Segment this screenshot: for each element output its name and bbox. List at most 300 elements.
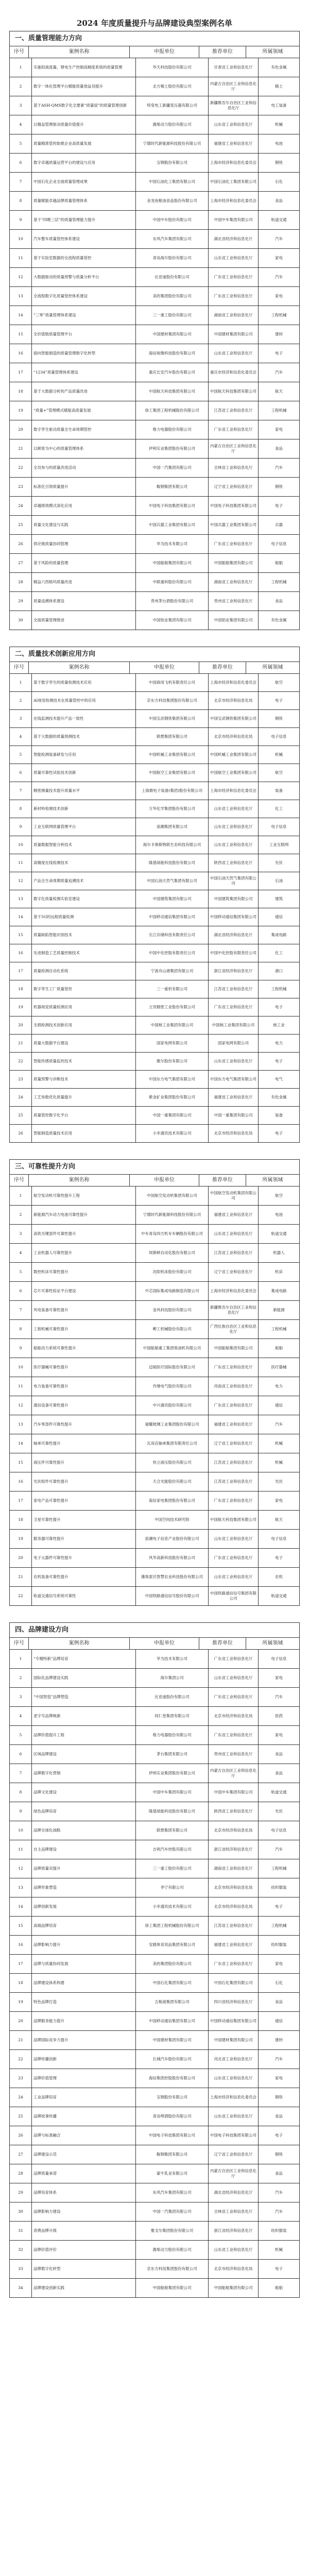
col-recommender: 中国一重集团有限公司 <box>209 1107 259 1124</box>
table-row <box>10 554 300 573</box>
col-recommender: 辽宁省工业和信息化厅 <box>209 478 259 496</box>
col-field: 食品 <box>275 1999 283 2004</box>
table-row <box>10 1688 300 1707</box>
col-recommender: 北京市经济和信息化局 <box>209 728 259 745</box>
col-index: 8 <box>10 192 32 210</box>
col-index: 21 <box>10 1035 32 1052</box>
section-title: 三、可靠性提升方向 <box>10 1160 300 1175</box>
table-row <box>10 944 300 962</box>
col-case-name: 质量追溯体系建设 <box>32 592 136 611</box>
table-row <box>10 2202 300 2222</box>
col-recommender: 广东省工业和信息化厅 <box>209 1549 259 1567</box>
col-case-name: 基于大数据分析的产品质量改进 <box>32 382 136 401</box>
col-recommender: 辽宁省工业和信息化厅 <box>209 1263 259 1281</box>
table-row <box>10 1650 300 1669</box>
col-case-name: 基于ASH-QMS数字化全要素“质量屋”的质量管理创新 <box>32 96 136 115</box>
col-recommender: 中国船舶集团有限公司 <box>209 2279 259 2297</box>
col-applicant: 美的集团股份有限公司 <box>136 1955 209 1973</box>
col-field: 电池 <box>275 1212 283 1217</box>
col-case-name: 品牌数字化营销 <box>32 1764 136 1783</box>
col-index: 14 <box>10 1897 32 1916</box>
col-field: 农机 <box>275 1574 283 1579</box>
table-row <box>10 1707 300 1726</box>
col-recommender: 中国中车集团有限公司 <box>209 211 259 229</box>
col-recommender: 上海市经济和信息化委员会 <box>209 154 259 172</box>
table-header-row <box>10 1175 300 1187</box>
table-row <box>10 344 300 363</box>
header-col-case-name: 案例名称 <box>29 1175 130 1186</box>
col-applicant: 柳工机械股份有限公司 <box>136 1320 209 1338</box>
col-case-name: 产品全生命周期质量追溯技术 <box>32 872 136 890</box>
table-row <box>10 674 300 692</box>
col-recommender: 广东省工业和信息化厅 <box>209 420 259 439</box>
table-row <box>10 2031 300 2050</box>
col-case-name: 品牌与标准融合 <box>32 2126 136 2145</box>
col-applicant: 海信家电集团股份有限公司 <box>136 1492 209 1510</box>
col-recommender: 吉林省工业和信息化厅 <box>209 2202 259 2221</box>
col-field: 电子 <box>275 2132 283 2138</box>
header-col-applicant: 申报单位 <box>130 46 199 58</box>
col-recommender: 福建省工业和信息化厅 <box>209 1936 259 1954</box>
col-recommender: 中国电子科技集团有限公司 <box>209 2126 259 2145</box>
table-row <box>10 1339 300 1358</box>
col-case-name: 基于“四维三层”的质量管理能力提升 <box>32 211 136 229</box>
table-row <box>10 478 300 497</box>
col-applicant: 恒立液压股份有限公司 <box>136 1453 209 1472</box>
col-applicant: 宁德时代新能源科技股份有限公司 <box>136 1206 209 1224</box>
col-recommender: 北京市经济和信息化局 <box>209 2260 259 2278</box>
col-applicant: 同仁堂集团有限公司 <box>136 1707 209 1725</box>
col-field: 电子 <box>275 698 283 703</box>
col-case-name: 基于5G的远程质量检测 <box>32 908 136 926</box>
col-applicant: 海信视像科技股份有限公司 <box>136 344 209 363</box>
table-row <box>10 818 300 836</box>
col-applicant: 中车青岛四方机车车辆股份有限公司 <box>136 1225 209 1243</box>
table-row <box>10 611 300 630</box>
col-index: 7 <box>10 782 32 800</box>
col-index: 28 <box>10 2164 32 2183</box>
col-index: 23 <box>10 478 32 496</box>
col-recommender: 浙江省经济和信息化厅 <box>209 962 259 980</box>
col-recommender: 中国电子科技集团有限公司 <box>209 497 259 515</box>
col-field: 有色金属 <box>271 64 287 70</box>
col-recommender: 中国船舶集团有限公司 <box>209 1339 259 1358</box>
col-field: 集成电路 <box>271 1288 287 1293</box>
col-case-name: 品牌建设示范 <box>32 2145 136 2164</box>
col-case-name: 品牌价值评价 <box>32 2241 136 2259</box>
table-header-row <box>10 46 300 58</box>
table-row <box>10 926 300 944</box>
header-col-field: 所属领域 <box>262 665 283 670</box>
col-index: 7 <box>10 173 32 191</box>
col-index: 20 <box>10 1016 32 1034</box>
col-applicant: 许继电气股份有限公司 <box>136 1377 209 1396</box>
col-applicant: 国家电网有限公司 <box>136 1035 209 1052</box>
col-case-name: 品牌传播创新 <box>32 2050 136 2069</box>
col-recommender: 湖北省经济和信息化厅 <box>209 926 259 944</box>
col-case-name: 以精益管理驱动质量价值提升 <box>32 115 136 134</box>
col-recommender: 辽宁省工业和信息化厅 <box>209 1434 259 1453</box>
col-field: 机械 <box>275 1440 283 1446</box>
col-index: 16 <box>10 1472 32 1491</box>
col-case-name: 先进制造工艺质量控制技术 <box>32 944 136 962</box>
col-recommender: 山东省工业和信息化厅 <box>209 1225 259 1243</box>
col-applicant: 蒙牛乳业有限公司 <box>136 2164 209 2183</box>
col-field: 电子信息 <box>271 824 287 829</box>
table-row <box>10 497 300 516</box>
col-field: 电气 <box>275 1076 283 1081</box>
table-row <box>10 1107 300 1125</box>
col-field: 机床 <box>275 1269 283 1274</box>
col-applicant: 安踏体育用品集团有限公司 <box>136 1936 209 1954</box>
col-index: 5 <box>10 134 32 153</box>
table-row <box>10 980 300 998</box>
header-col-case-name: 案例名称 <box>29 1638 130 1649</box>
col-index: 13 <box>10 1415 32 1434</box>
col-case-name: 智能检测装备研发与应用 <box>32 746 136 764</box>
col-index: 15 <box>10 325 32 344</box>
col-applicant: 北方稀土股份有限公司 <box>136 77 209 96</box>
col-field: 电池 <box>275 141 283 146</box>
col-recommender: 山东省工业和信息化厅 <box>209 1669 259 1687</box>
table-row <box>10 872 300 890</box>
table-row <box>10 1320 300 1339</box>
col-applicant: 特变电工新疆变压器有限公司 <box>136 96 209 115</box>
col-index: 22 <box>10 1587 32 1605</box>
col-recommender: 湖南省工业和信息化厅 <box>209 306 259 325</box>
col-applicant: 潍柴动力股份有限公司 <box>136 115 209 134</box>
col-recommender: 国家电网有限公司 <box>209 1035 259 1052</box>
col-applicant: 重庆长安汽车股份有限公司 <box>136 363 209 382</box>
col-index: 29 <box>10 2183 32 2202</box>
col-case-name: 新材料检测技术创新 <box>32 800 136 818</box>
col-recommender: 中国石油天然气集团有限公司 <box>209 872 259 890</box>
col-index: 3 <box>10 1688 32 1706</box>
col-recommender: 福建省工业和信息化厅 <box>209 1089 259 1106</box>
col-field: 通信 <box>275 914 283 919</box>
table-row <box>10 2050 300 2069</box>
col-applicant: 中国电子科技集团有限公司 <box>136 497 209 515</box>
col-recommender: 广东省工业和信息化厅 <box>209 1492 259 1510</box>
col-applicant: 万华化学集团股份有限公司 <box>136 800 209 818</box>
col-recommender: 陕西省工业和信息化厅 <box>209 854 259 872</box>
col-applicant: 中国移动通信集团有限公司 <box>136 908 209 926</box>
header-col-applicant: 申报单位 <box>130 662 199 673</box>
col-case-name: 面向智能制造的质量管理数字化转型 <box>32 344 136 363</box>
col-index: 19 <box>10 998 32 1016</box>
col-recommender: 浙江省经济和信息化厅 <box>209 1840 259 1859</box>
col-case-name: 工业互联网质量管理平台 <box>32 818 136 836</box>
col-index: 24 <box>10 2088 32 2107</box>
col-recommender: 山东省工业和信息化厅 <box>209 818 259 836</box>
table-row <box>10 1016 300 1035</box>
col-recommender: 广西壮族自治区工业和信息化厅 <box>209 1320 259 1338</box>
table-row <box>10 535 300 554</box>
col-applicant: 贵州茅台酒股份有限公司 <box>136 592 209 611</box>
col-case-name: 电子元器件可靠性提升 <box>32 1549 136 1567</box>
section-title: 一、质量管理能力方向 <box>10 31 300 46</box>
col-field: 光伏 <box>275 1808 283 1814</box>
table-row <box>10 1071 300 1089</box>
table-row <box>10 1053 300 1071</box>
col-applicant: 宝钢股份有限公司 <box>136 154 209 172</box>
col-recommender: 北京市经济和信息化局 <box>209 1878 259 1897</box>
table-header-row <box>10 662 300 674</box>
table-row <box>10 2126 300 2145</box>
col-case-name: 基于实验室数据的全流程质量管控 <box>32 249 136 267</box>
col-recommender: 中国铁路通信信号集团有限公司 <box>209 1587 259 1605</box>
col-recommender: 北京市经济和信息化局 <box>209 692 259 709</box>
col-case-name: 液压件可靠性提升 <box>32 1453 136 1472</box>
col-recommender: 广东省工业和信息化厅 <box>209 287 259 306</box>
col-recommender: 贵州省工业和信息化厅 <box>209 1745 259 1764</box>
col-case-name: 品牌国际竞争力提升 <box>32 2031 136 2049</box>
col-index: 14 <box>10 908 32 926</box>
col-case-name: 服务器可靠性提升 <box>32 1530 136 1548</box>
col-field: 装备 <box>275 788 283 793</box>
col-case-name: 工业机器人可靠性提升 <box>32 1244 136 1262</box>
col-case-name: 品牌质量双提升 <box>32 1859 136 1878</box>
col-field: 汽车 <box>275 1694 283 1699</box>
col-applicant: 海尔卡奥斯物联生态科技有限公司 <box>136 836 209 854</box>
col-field: 汽车 <box>275 369 283 375</box>
col-index: 18 <box>10 1511 32 1529</box>
header-col-field: 所属领域 <box>262 1640 283 1646</box>
col-index: 5 <box>10 1263 32 1281</box>
col-index: 32 <box>10 2241 32 2259</box>
col-recommender: 中国中化控股有限责任公司 <box>209 944 259 962</box>
col-field: 电子信息 <box>271 1536 287 1541</box>
table-row <box>10 516 300 535</box>
col-recommender: 湖南省工业和信息化厅 <box>209 1859 259 1878</box>
col-index: 9 <box>10 211 32 229</box>
col-applicant: 中国兵器工业集团有限公司 <box>136 516 209 534</box>
col-applicant: 中国中车集团有限公司 <box>136 1783 209 1802</box>
table-header-row <box>10 1638 300 1650</box>
col-applicant: 中国建材集团有限公司 <box>136 2031 209 2049</box>
col-index: 12 <box>10 268 32 286</box>
col-case-name: 标准化引领质量提升 <box>32 478 136 496</box>
col-applicant: 长江存储科技有限责任公司 <box>136 926 209 944</box>
col-recommender: 中国东方电气集团有限公司 <box>209 1071 259 1088</box>
col-field: 电子 <box>275 1004 283 1009</box>
col-index: 14 <box>10 1434 32 1453</box>
table-row <box>10 1821 300 1840</box>
col-recommender: 广东省工业和信息化厅 <box>209 1358 259 1377</box>
col-applicant: 格力电器股份有限公司 <box>136 420 209 439</box>
col-case-name: 质量预警与诊断技术 <box>32 1071 136 1088</box>
col-field: 电力 <box>275 1040 283 1045</box>
col-field: 船舶 <box>275 2285 283 2290</box>
col-field: 工程机械 <box>271 986 287 991</box>
col-index: 21 <box>10 439 32 458</box>
table-row <box>10 908 300 926</box>
col-case-name: 无损检测技术创新应用 <box>32 1016 136 1034</box>
col-recommender: 中国航天科技集团有限公司 <box>209 382 259 401</box>
col-case-name: 智能传感质量监控技术 <box>32 1053 136 1070</box>
col-case-name: 汽车零部件可靠性提升 <box>32 1415 136 1434</box>
table-row <box>10 134 300 154</box>
col-recommender: 吉林省工业和信息化厅 <box>209 459 259 477</box>
header-col-recommender: 推荐单位 <box>199 46 246 58</box>
col-case-name: 实施铝液流量、锂电生产控制高精度系统的质量管理 <box>32 58 136 77</box>
col-field: 航空 <box>275 770 283 775</box>
col-case-name: 品牌数字化转型 <box>32 2260 136 2278</box>
header-col-recommender: 推荐单位 <box>199 1638 246 1649</box>
col-field: 航天 <box>275 1517 283 1522</box>
col-recommender: 山东省工业和信息化厅 <box>209 344 259 363</box>
col-field: 石化 <box>275 179 283 184</box>
col-field: 轨道交通 <box>271 1789 287 1794</box>
col-recommender: 江苏省工业和信息化厅 <box>209 1453 259 1472</box>
col-index: 8 <box>10 800 32 818</box>
col-recommender: 广东省工业和信息化厅 <box>209 1955 259 1973</box>
col-index: 17 <box>10 1492 32 1510</box>
col-case-name: 数字化质量检测实验室建设 <box>32 890 136 908</box>
col-applicant: 风华高新科技股份有限公司 <box>136 1549 209 1567</box>
col-case-name: 高端品牌培育 <box>32 1917 136 1935</box>
col-applicant: 吉利汽车控股有限公司 <box>136 1840 209 1859</box>
table-row <box>10 692 300 710</box>
col-recommender: 中国机械工业集团有限公司 <box>209 746 259 764</box>
col-index: 27 <box>10 2145 32 2164</box>
table-row <box>10 230 300 249</box>
col-field: 光伏 <box>275 1479 283 1484</box>
col-case-name: 品牌全球化战略 <box>32 1821 136 1840</box>
col-case-name: 高铁关键部件可靠性提升 <box>32 1225 136 1243</box>
col-recommender: 山东省工业和信息化厅 <box>209 800 259 818</box>
table-row <box>10 1301 300 1320</box>
col-case-name: 特色品牌打造 <box>32 1993 136 2011</box>
table-row <box>10 1974 300 1993</box>
col-recommender: 河南省工业和信息化厅 <box>209 1377 259 1396</box>
col-field: 轨道交通 <box>271 1231 287 1236</box>
table-row <box>10 2260 300 2279</box>
col-index: 19 <box>10 401 32 420</box>
col-index: 3 <box>10 710 32 727</box>
col-index: 20 <box>10 2012 32 2030</box>
table-row <box>10 1745 300 1764</box>
table-row <box>10 363 300 382</box>
col-applicant: 青岛啤酒股份有限公司 <box>136 2107 209 2126</box>
col-applicant: 青岛海尔股份有限公司 <box>136 249 209 267</box>
col-case-name: 新能源汽车动力电池可靠性提升 <box>32 1206 136 1224</box>
col-applicant: 京东方科技集团股份有限公司 <box>136 2260 209 2278</box>
col-index: 17 <box>10 1955 32 1973</box>
table-row <box>10 728 300 746</box>
col-field: 钢铁 <box>275 2094 283 2099</box>
col-recommender: 内蒙古自治区工业和信息化厅 <box>209 1764 259 1783</box>
col-field: 通信 <box>275 2018 283 2023</box>
col-recommender: 江苏省工业和信息化厅 <box>209 1244 259 1262</box>
col-recommender: 四川省经济和信息化厅 <box>209 1993 259 2011</box>
col-field: 有色金属 <box>271 1094 287 1099</box>
col-recommender: 福建省工业和信息化厅 <box>209 1415 259 1434</box>
header-col-recommender: 推荐单位 <box>199 662 246 673</box>
header-col-field: 所属领域 <box>262 49 283 55</box>
col-index: 26 <box>10 535 32 553</box>
col-recommender: 中国航空工业集团有限公司 <box>209 764 259 782</box>
col-applicant: 中国航空工业集团有限公司 <box>136 764 209 782</box>
col-field: 工程机械 <box>271 408 287 413</box>
col-case-name: 品牌文化建设 <box>32 1783 136 1802</box>
col-applicant: 徐工集团工程机械股份有限公司 <box>136 1917 209 1935</box>
col-field: 机械 <box>275 1460 283 1465</box>
col-index: 4 <box>10 728 32 745</box>
col-recommender: 山东省工业和信息化厅 <box>209 1053 259 1070</box>
col-field: 汽车 <box>275 465 283 470</box>
col-index: 19 <box>10 1530 32 1548</box>
col-case-name: 区域品牌建设 <box>32 1745 136 1764</box>
table-row <box>10 1225 300 1244</box>
col-index: 15 <box>10 926 32 944</box>
col-field: 船舶 <box>275 560 283 565</box>
col-case-name: “专精特新”品牌培育 <box>32 1650 136 1668</box>
col-case-name: 品牌与质量协同发展 <box>32 1955 136 1973</box>
col-field: 机械 <box>275 752 283 757</box>
col-field: 光伏 <box>275 860 283 865</box>
table-row <box>10 306 300 325</box>
col-field: 工程机械 <box>271 1923 287 1928</box>
col-case-name: 全员参与的质量改进活动 <box>32 459 136 477</box>
col-applicant: 中国中车股份有限公司 <box>136 211 209 229</box>
table-row <box>10 1669 300 1688</box>
col-applicant: 长城汽车股份有限公司 <box>136 2050 209 2069</box>
col-case-name: 品牌价值提升工程 <box>32 1726 136 1744</box>
col-applicant: 小米通讯技术有限公司 <box>136 1897 209 1916</box>
col-index: 29 <box>10 592 32 611</box>
col-applicant: 天合光能股份有限公司 <box>136 1472 209 1491</box>
col-case-name: 品牌影响力建设 <box>32 2202 136 2221</box>
col-field: 石油 <box>275 878 283 883</box>
col-index: 2 <box>10 1669 32 1687</box>
col-recommender: 山东省工业和信息化厅 <box>209 2241 259 2259</box>
col-case-name: 品牌故事传播 <box>32 2107 136 2126</box>
col-applicant: 东风汽车集团有限公司 <box>136 2183 209 2202</box>
col-case-name: 光伏组件可靠性提升 <box>32 1472 136 1491</box>
col-applicant: 中国空间技术研究院 <box>136 1511 209 1529</box>
col-recommender: 北京市经济和信息化局 <box>209 1821 259 1840</box>
col-applicant: 福耀玻璃工业集团股份有限公司 <box>136 1415 209 1434</box>
col-case-name: 全价值链质量管理平台 <box>32 325 136 344</box>
table-row <box>10 836 300 854</box>
table-row <box>10 1492 300 1511</box>
col-case-name: 农机装备可靠性提升 <box>32 1568 136 1586</box>
table-row <box>10 1415 300 1434</box>
col-recommender: 陕西省工业和信息化厅 <box>209 1802 259 1821</box>
col-field: 化工 <box>275 950 283 955</box>
col-case-name: 品牌创新发展 <box>32 1897 136 1916</box>
col-recommender: 浙江省经济和信息化厅 <box>209 2222 259 2240</box>
col-index: 30 <box>10 2202 32 2221</box>
col-recommender: 福建省工业和信息化厅 <box>209 134 259 153</box>
col-case-name: 基于大数据的质量预测技术 <box>32 728 136 745</box>
col-index: 13 <box>10 287 32 306</box>
table-row <box>10 1726 300 1745</box>
col-index: 18 <box>10 1974 32 1992</box>
header-col-case-name: 案例名称 <box>29 46 130 58</box>
col-field: 电子信息 <box>271 734 287 739</box>
col-field: 兵器 <box>275 522 283 527</box>
col-index: 19 <box>10 1993 32 2011</box>
header-col-applicant: 申报单位 <box>130 1638 199 1649</box>
col-field: 家电 <box>275 1675 283 1680</box>
col-applicant: 联想集团有限公司 <box>136 728 209 745</box>
col-field: 建筑 <box>275 896 283 901</box>
col-case-name: 中国石化企业全面质量管理成果 <box>32 173 136 191</box>
col-case-name: 质量数据智能分析技术 <box>32 836 136 854</box>
col-field: 钢铁 <box>275 160 283 165</box>
